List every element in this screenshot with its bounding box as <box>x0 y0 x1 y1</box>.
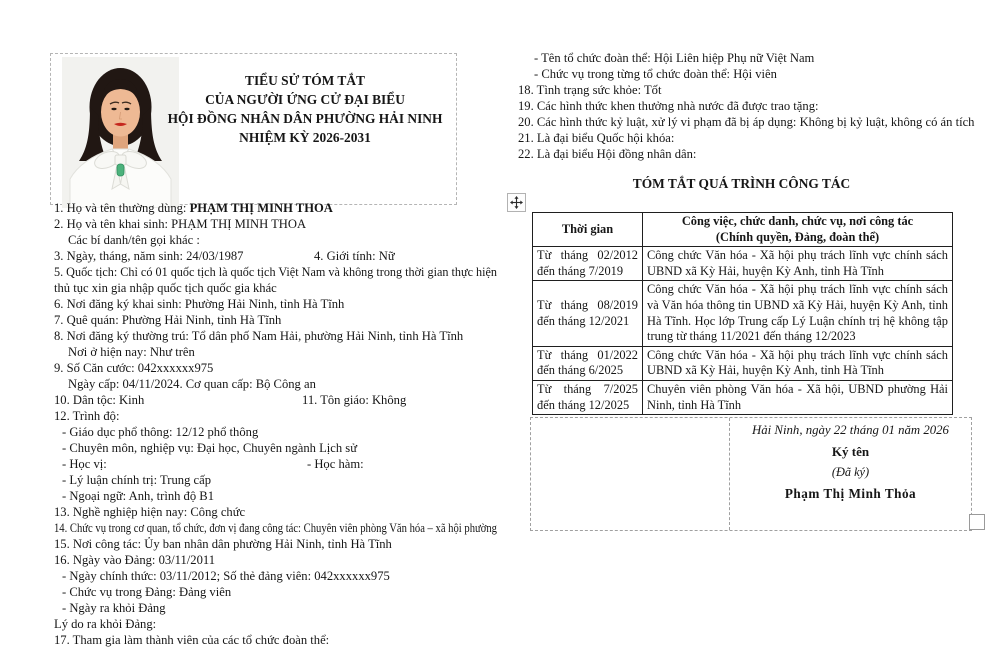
field-foreign-language: - Ngoại ngữ: Anh, trình độ B1 <box>62 489 214 503</box>
field-permanent-residence: 8. Nơi đăng ký thường trú: Tổ dân phố Nam Hải, phường Hải Ninh, tỉnh Hà Tĩnh <box>54 329 464 343</box>
bio-left-column <box>54 200 497 648</box>
work-history-title: TÓM TẮT QUÁ TRÌNH CÔNG TÁC <box>632 176 851 191</box>
bio-right-column <box>518 50 988 162</box>
field-state-awards: 19. Các hình thức khen thưởng nhà nước đã được trao tặng: <box>518 99 819 113</box>
work-description: Chuyên viên phòng Văn hóa - Xã hội, UBND phường Hải Ninh, tỉnh Hà Tĩnh <box>643 380 953 414</box>
field-health-status: 18. Tình trạng sức khỏe: Tốt <box>518 83 662 97</box>
signature-block <box>530 417 972 531</box>
field-nationality-line1: 5. Quốc tịch: Chỉ có 01 quốc tịch là quốc tịch Việt Nam và không trong thời gian thực hiện <box>54 265 497 279</box>
field-occupation: 13. Nghề nghiệp hiện nay: Công chức <box>54 505 246 519</box>
field-id-number: 9. Số Căn cước: 042xxxxxx975 <box>54 361 214 375</box>
common-name-value: PHẠM THỊ MINH THOA <box>189 201 333 215</box>
field-workplace: 15. Nơi công tác: Ủy ban nhân dân phường Hải Ninh, tỉnh Hà Tĩnh <box>54 537 392 551</box>
field-common-name: 1. Họ và tên thường dùng: PHẠM THỊ MINH THOA <box>54 201 333 215</box>
table-header-row <box>533 213 953 247</box>
field-birth-name: 2. Họ và tên khai sinh: PHẠM THỊ MINH THOA <box>54 217 307 231</box>
title-line-4: NHIỆM KỲ 2026-2031 <box>239 130 371 145</box>
field-id-issue: Ngày cấp: 04/11/2024. Cơ quan cấp: Bộ Công an <box>68 377 316 391</box>
title-line-1: TIỂU SỬ TÓM TẮT <box>245 73 365 88</box>
field-party-official-date: - Ngày chính thức: 03/11/2012; Số thẻ đảng viên: 042xxxxxx975 <box>62 569 390 583</box>
field-organization-role: - Chức vụ trong từng tổ chức đoàn thể: Hội viên <box>534 67 777 81</box>
portrait-photo-graphic <box>62 57 179 208</box>
field-current-residence: Nơi ở hiện nay: Như trên <box>68 345 195 359</box>
field-gender: 4. Giới tính: Nữ <box>314 249 395 263</box>
table-resize-handle[interactable] <box>969 514 985 530</box>
col-header-time: Thời gian <box>533 213 643 247</box>
field-degree-title: - Học vị: - Học hàm: <box>62 457 364 471</box>
signature-cell <box>730 418 971 530</box>
table-row <box>533 346 953 380</box>
field-dob-gender: 3. Ngày, tháng, năm sinh: 24/03/1987 4. Giới tính: Nữ <box>54 249 395 263</box>
field-national-assembly: 21. Là đại biểu Quốc hội khóa: <box>518 131 675 145</box>
field-party-role: - Chức vụ trong Đảng: Đảng viên <box>62 585 232 599</box>
field-disciplinary-record: 20. Các hình thức kỷ luật, xử lý vi phạm đã bị áp dụng: Không bị kỷ luật, không có án tích <box>518 115 975 129</box>
work-period: Từ tháng 02/2012 đến tháng 7/2019 <box>533 247 643 281</box>
field-party-leave-reason: Lý do ra khỏi Đảng: <box>54 617 157 631</box>
candidate-photo <box>62 57 179 208</box>
signature-empty-cell <box>531 418 730 530</box>
work-description: Công chức Văn hóa - Xã hội phụ trách lĩnh vực chính sách và Văn hóa thông tin UBND xã Kỳ Hải, huyện Kỳ Anh, tỉnh Hà Tĩnh. Học lớp Trung cấp Lý Luận chính trị hệ không tập trung từ tháng 11/2021 đến tháng 12/2023 <box>643 281 953 346</box>
field-party-join-date: 16. Ngày vào Đảng: 03/11/2011 <box>54 553 216 567</box>
work-description: Công chức Văn hóa - Xã hội phụ trách lĩnh vực chính sách UBND xã Kỳ Hải, huyện Kỳ Anh, tỉnh Hà Tĩnh <box>643 346 953 380</box>
field-ethnicity-religion: 10. Dân tộc: Kinh 11. Tôn giáo: Không <box>54 393 407 407</box>
work-description: Công chức Văn hóa - Xã hội phụ trách lĩnh vực chính sách UBND xã Kỳ Hải, huyện Kỳ Anh, tỉnh Hà Tĩnh <box>643 247 953 281</box>
field-nationality-line2: thủ tục xin gia nhập quốc tịch quốc gia khác <box>54 281 277 295</box>
move-cross-icon <box>510 196 523 209</box>
work-history-table <box>532 212 953 415</box>
work-period: Từ tháng 08/2019 đến tháng 12/2021 <box>533 281 643 346</box>
field-aliases: Các bí danh/tên gọi khác : <box>68 233 200 247</box>
signature-label: Ký tên <box>831 444 870 460</box>
work-period: Từ tháng 01/2022 đến tháng 6/2025 <box>533 346 643 380</box>
title-line-3: HỘI ĐỒNG NHÂN DÂN PHƯỜNG HẢI NINH <box>167 111 443 126</box>
title-line-2: CỦA NGƯỜI ỨNG CỬ ĐẠI BIỂU <box>205 92 405 107</box>
field-current-position: 14. Chức vụ trong cơ quan, tổ chức, đơn vị đang công tác: Chuyên viên phòng Văn hóa – xã hội phường <box>54 521 497 535</box>
field-general-education: - Giáo dục phổ thông: 12/12 phổ thông <box>62 425 259 439</box>
field-religion: 11. Tôn giáo: Không <box>302 393 407 407</box>
field-birth-registration: 6. Nơi đăng ký khai sinh: Phường Hải Ninh, tỉnh Hà Tĩnh <box>54 297 345 311</box>
field-hometown: 7. Quê quán: Phường Hải Ninh, tỉnh Hà Tĩnh <box>54 313 282 327</box>
signatory-name: Phạm Thị Minh Thỏa <box>784 486 917 502</box>
signed-note: (Đã ký) <box>831 465 870 480</box>
table-move-handle[interactable] <box>507 193 526 212</box>
table-row <box>533 247 953 281</box>
field-member-organizations: 17. Tham gia làm thành viên của các tổ chức đoàn thể: <box>54 633 330 647</box>
field-academic-rank: - Học hàm: <box>307 457 364 471</box>
work-period: Từ tháng 7/2025 đến tháng 12/2025 <box>533 380 643 414</box>
field-education-header: 12. Trình độ: <box>54 409 120 423</box>
field-peoples-council: 22. Là đại biểu Hội đồng nhân dân: <box>518 147 697 161</box>
table-row <box>533 380 953 414</box>
col-header-job: Công việc, chức danh, chức vụ, nơi công tác (Chính quyền, Đảng, đoàn thể) <box>643 213 953 247</box>
field-political-theory: - Lý luận chính trị: Trung cấp <box>62 473 212 487</box>
document-title <box>163 71 447 147</box>
work-history-area <box>532 212 974 531</box>
field-party-leave-date: - Ngày ra khỏi Đảng <box>62 601 166 615</box>
field-professional-education: - Chuyên môn, nghiệp vụ: Đại học, Chuyên ngành Lịch sử <box>62 441 358 455</box>
field-organization-name: - Tên tổ chức đoàn thể: Hội Liên hiệp Phụ nữ Việt Nam <box>534 51 815 65</box>
table-row <box>533 281 953 346</box>
signature-place-date: Hải Ninh, ngày 22 tháng 01 năm 2026 <box>752 423 949 438</box>
